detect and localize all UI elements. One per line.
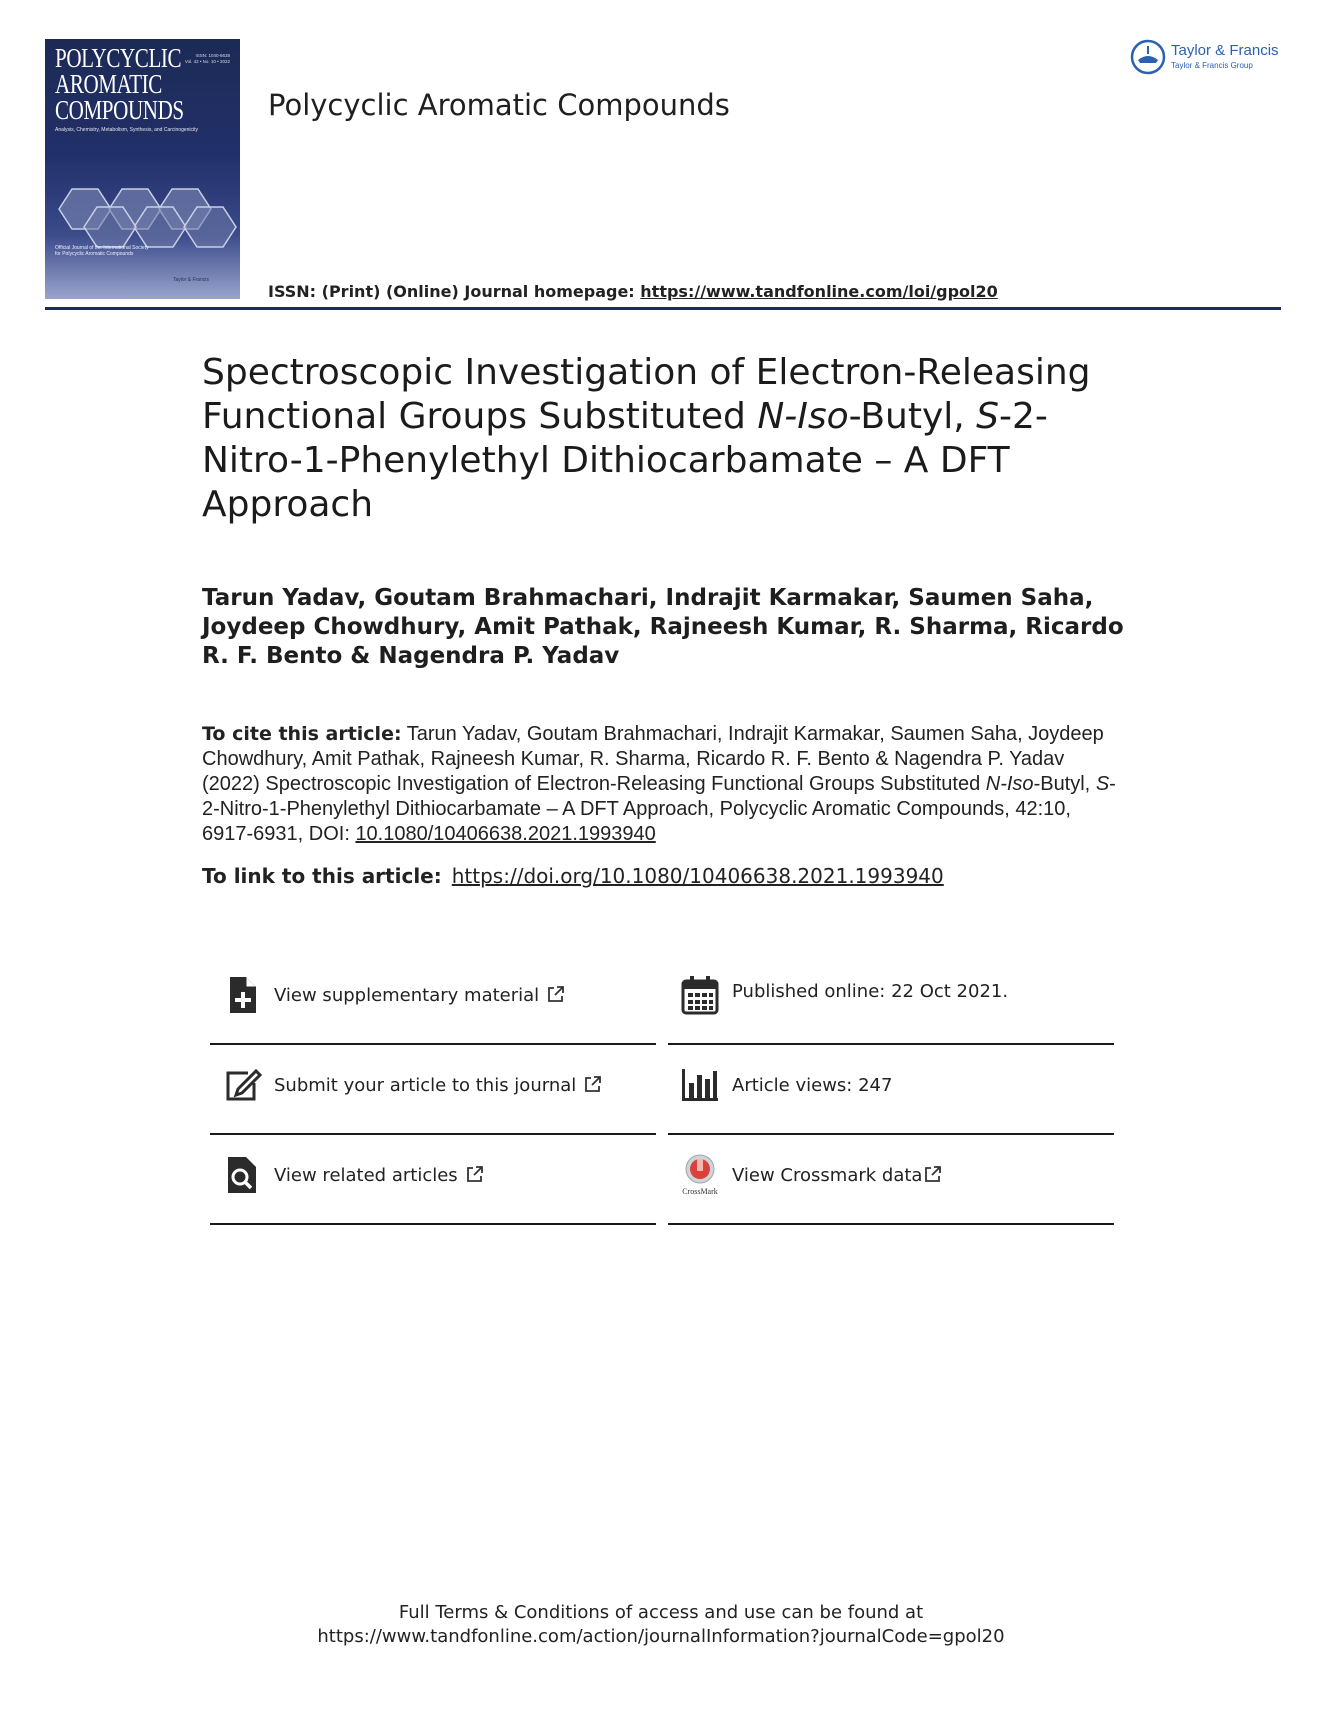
cover-title: POLYCYCLIC AROMATIC COMPOUNDS <box>55 43 184 125</box>
issn-label: ISSN: (Print) (Online) Journal homepage: <box>268 282 641 301</box>
journal-homepage-link[interactable]: https://www.tandfonline.com/loi/gpol20 <box>640 282 998 301</box>
external-link-icon <box>924 1165 942 1183</box>
related-articles-link[interactable]: View related articles <box>274 1165 458 1186</box>
link-label: To link to this article: <box>202 864 442 888</box>
journal-cover <box>45 39 240 299</box>
crossmark-link[interactable]: View Crossmark data <box>732 1165 923 1186</box>
external-link-icon <box>584 1075 602 1093</box>
submit-article-link[interactable]: Submit your article to this journal <box>274 1075 577 1096</box>
calendar-icon <box>680 975 720 1015</box>
crossmark-logo-text: CrossMark <box>682 1187 718 1196</box>
cover-journal-note: Official Journal of the International Society for Polycyclic Aromatic Compounds <box>55 245 149 257</box>
cover-subtitle: Analysis, Chemistry, Metabolism, Synthesis, and Carcinogenicity <box>55 127 199 133</box>
journal-name: Polycyclic Aromatic Compounds <box>268 88 730 122</box>
article-title: Spectroscopic Investigation of Electron-Releasing Functional Groups Substituted N-Iso-Butyl, S-2-Nitro-1-Phenylethyl Dithiocarbamate – A DFT Approach <box>202 352 1091 525</box>
doi-link[interactable]: 10.1080/10406638.2021.1993940 <box>355 823 656 845</box>
file-plus-icon <box>222 975 262 1015</box>
article-link-line <box>202 864 944 888</box>
external-link-icon <box>466 1165 484 1183</box>
header-divider <box>45 307 1281 310</box>
views-cell <box>668 1045 1114 1135</box>
publisher-group: Taylor & Francis Group <box>1171 61 1253 70</box>
published-cell <box>668 955 1114 1045</box>
cover-publisher: Taylor & Francis <box>173 277 209 283</box>
supplementary-link[interactable]: View supplementary material <box>274 985 540 1006</box>
crossmark-cell[interactable] <box>668 1135 1114 1225</box>
citation-label: To cite this article: <box>202 723 402 745</box>
related-cell[interactable] <box>210 1135 656 1225</box>
footer-terms: Full Terms & Conditions of access and use can be found at <box>398 1602 924 1623</box>
citation-block: To cite this article: Tarun Yadav, Goutam Brahmachari, Indrajit Karmakar, Saumen Saha, Joydeep Chowdhury, Amit Pathak, Rajneesh Kumar, R. Sharma, Ricardo R. F. Bento & Nagendra P. Yadav (2022) Spectroscopic Investigation of Electron-Releasing Functional Groups Substituted N-Iso-Butyl, S-2-Nitro-1-Phenylethyl Dithiocarbamate – A DFT Approach, Polycyclic Aromatic Compounds, 42:10, 6917-6931, DOI: 10.1080/10406638.2021.1993940 <box>202 723 1116 845</box>
footer-terms-url[interactable]: https://www.tandfonline.com/action/journalInformation?journalCode=gpol20 <box>317 1626 1005 1647</box>
article-doi-url[interactable]: https://doi.org/10.1080/10406638.2021.1993940 <box>451 864 944 888</box>
search-document-icon <box>222 1155 262 1195</box>
bar-chart-icon <box>680 1065 720 1105</box>
cover-issue-info: ISSN: 1040-6638 Vol. 42 • No. 10 • 2022 <box>184 53 230 64</box>
article-views: Article views: 247 <box>732 1075 893 1096</box>
external-link-icon <box>547 985 565 1003</box>
edit-icon <box>222 1065 262 1105</box>
submit-cell[interactable] <box>210 1045 656 1135</box>
publisher-name: Taylor & Francis <box>1171 42 1279 59</box>
supplementary-cell[interactable] <box>210 955 656 1045</box>
article-authors: Tarun Yadav, Goutam Brahmachari, Indrajit Karmakar, Saumen Saha, Joydeep Chowdhury, Amit Pathak, Rajneesh Kumar, R. Sharma, Ricardo R. F. Bento & Nagendra P. Yadav <box>202 585 1124 669</box>
issn-line <box>268 282 998 301</box>
published-date: Published online: 22 Oct 2021. <box>732 981 1009 1002</box>
